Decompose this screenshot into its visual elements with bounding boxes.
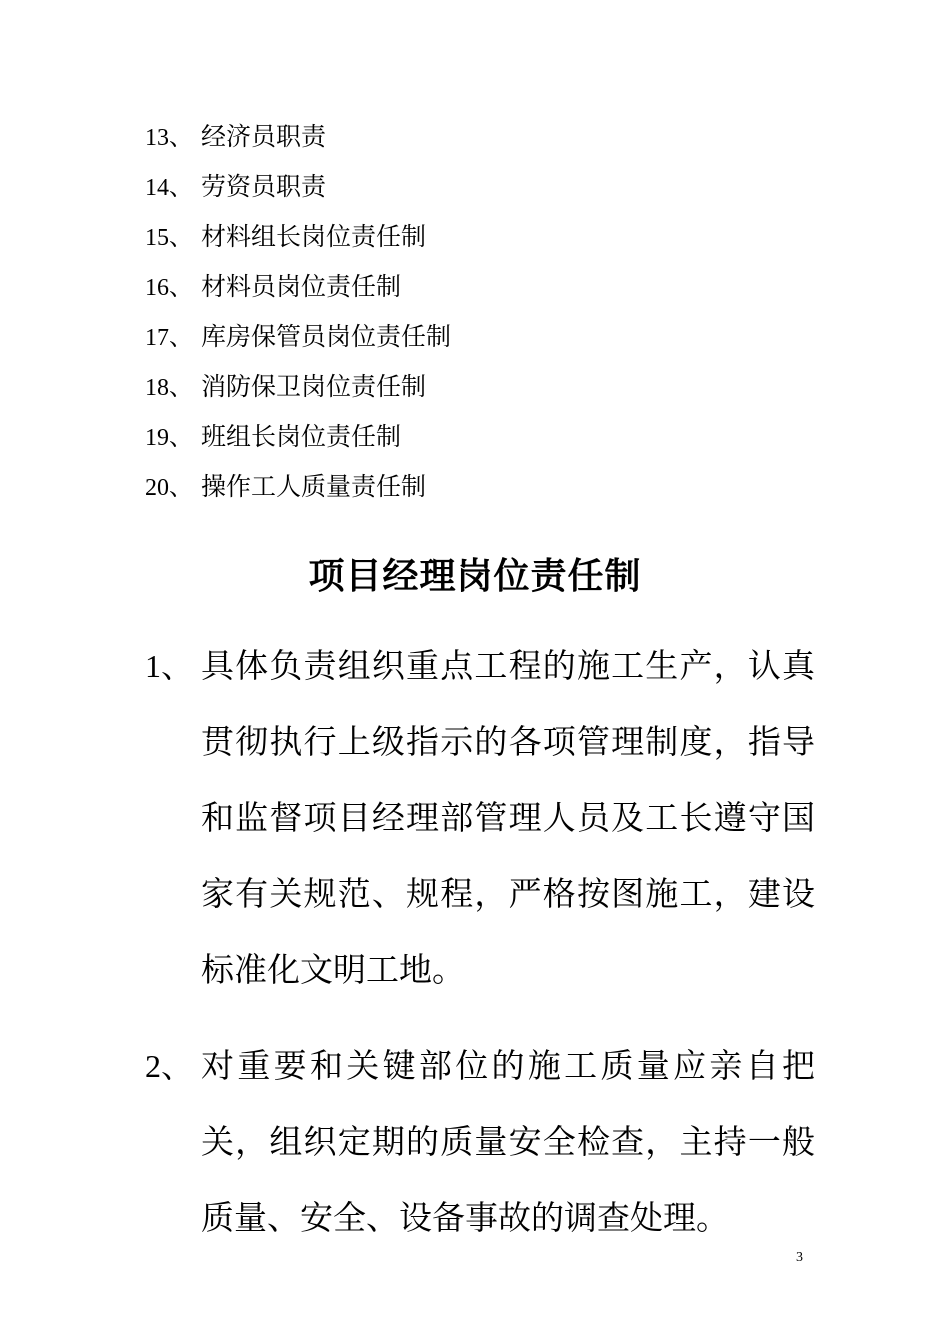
toc-number: 13、: [145, 125, 193, 151]
toc-label: 操作工人质量责任制: [201, 472, 427, 501]
duty-text: 具体负责组织重点工程的施工生产，认真贯彻执行上级指示的各项管理制度，指导和监督项目经理部管理人员及工长遵守国家有关规范、规程，严格按图施工，建设标准化文明工地。: [201, 646, 815, 989]
toc-label: 经济员职责: [201, 122, 327, 151]
toc-label: 消防保卫岗位责任制: [201, 372, 427, 401]
toc-number: 15、: [145, 225, 193, 251]
toc-label: 库房保管员岗位责任制: [201, 322, 452, 351]
toc-label: 班组长岗位责任制: [201, 422, 402, 451]
toc-number: 20、: [145, 475, 193, 501]
table-of-contents: [145, 112, 845, 512]
toc-number: 16、: [145, 275, 193, 301]
toc-item-18: [145, 362, 845, 412]
duty-item-2: [145, 1028, 815, 1256]
duty-number: 1、: [145, 648, 194, 684]
toc-label: 材料组长岗位责任制: [201, 222, 427, 251]
toc-item-15: [145, 212, 845, 262]
page-number: 3: [796, 1250, 803, 1265]
toc-number: 19、: [145, 425, 193, 451]
toc-item-16: [145, 262, 845, 312]
toc-number: 14、: [145, 175, 193, 201]
toc-item-13: [145, 112, 845, 162]
toc-number: 18、: [145, 375, 193, 401]
duty-item-1: [145, 628, 815, 1008]
toc-item-17: [145, 312, 845, 362]
toc-label: 劳资员职责: [201, 172, 327, 201]
toc-number: 17、: [145, 325, 193, 351]
section-title: 项目经理岗位责任制: [308, 556, 642, 597]
toc-label: 材料员岗位责任制: [201, 272, 402, 301]
toc-item-20: [145, 462, 845, 512]
toc-item-14: [145, 162, 845, 212]
duty-list: [145, 628, 815, 1276]
duty-number: 2、: [145, 1048, 194, 1084]
toc-item-19: [145, 412, 845, 462]
duty-text: 对重要和关键部位的施工质量应亲自把关，组织定期的质量安全检查，主持一般质量、安全、设备事故的调查处理。: [201, 1046, 815, 1237]
